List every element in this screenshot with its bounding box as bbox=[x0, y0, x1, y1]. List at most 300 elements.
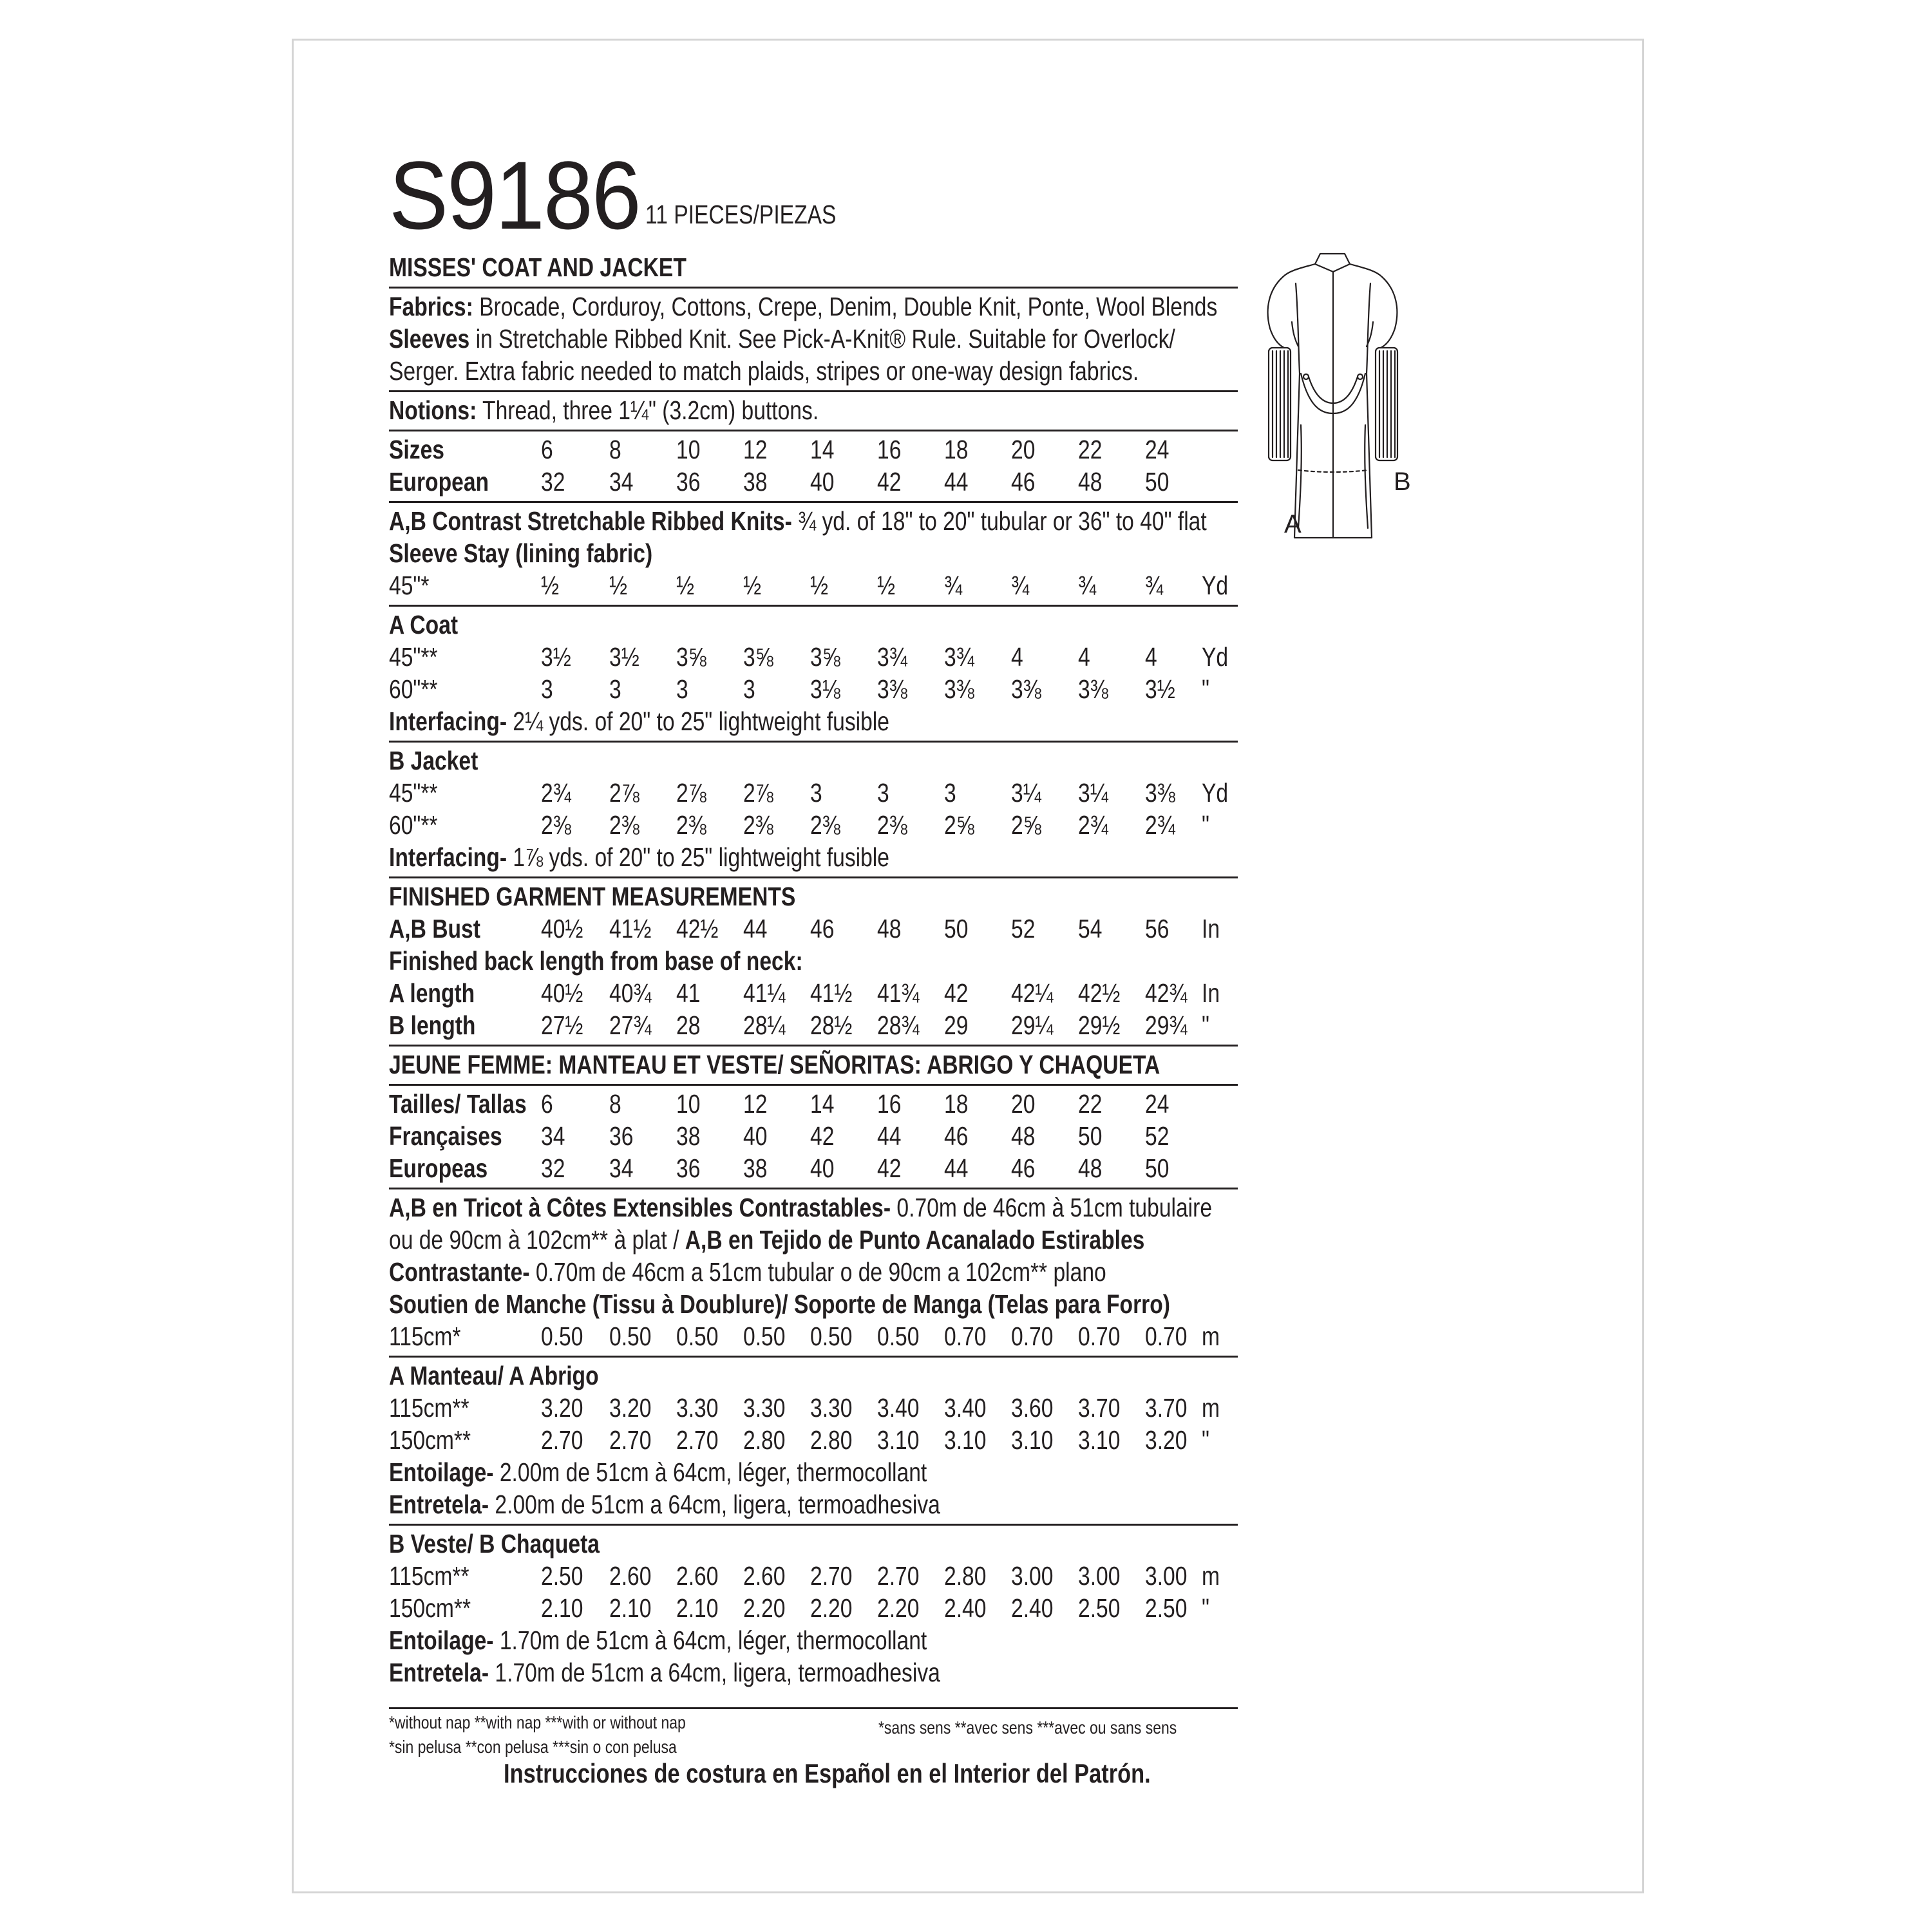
size-cell: 42 bbox=[810, 1121, 835, 1151]
value-cell: 2.10 bbox=[676, 1593, 719, 1623]
size-cell: 12 bbox=[743, 1089, 768, 1119]
value-cell: 0.70 bbox=[1011, 1321, 1054, 1351]
manteau-115 bbox=[389, 1392, 1239, 1424]
size-cell: 14 bbox=[810, 1089, 835, 1119]
size-cell: 34 bbox=[609, 467, 634, 497]
value-cell: 3⅜ bbox=[1011, 674, 1041, 704]
rule-line bbox=[389, 1356, 1238, 1358]
footnote-text: *without nap **with nap ***with or without nap bbox=[389, 1712, 686, 1732]
value-cell: 2.70 bbox=[810, 1561, 853, 1591]
text-part: 1.70m de 51cm à 64cm, léger, thermocollant bbox=[493, 1625, 927, 1655]
size-cell: 38 bbox=[676, 1121, 701, 1151]
veste-entretela bbox=[389, 1656, 1239, 1689]
value-cell: 42 bbox=[944, 978, 969, 1008]
value-cell: 2⅞ bbox=[609, 778, 639, 808]
text-part: ou de 90cm à 102cm** à plat / bbox=[389, 1225, 685, 1255]
size-cell: 36 bbox=[676, 1153, 701, 1183]
size-cell: 10 bbox=[676, 435, 701, 464]
value-cell: 28½ bbox=[810, 1010, 853, 1040]
tricot-line-2 bbox=[389, 1224, 1239, 1256]
value-cell: 3⅝ bbox=[810, 642, 840, 672]
coat-45 bbox=[389, 641, 1239, 673]
notions-text bbox=[389, 394, 819, 426]
rule-line bbox=[389, 1045, 1238, 1046]
rule-line bbox=[389, 1084, 1238, 1086]
garment-back-sketch bbox=[1256, 245, 1410, 547]
size-cell: 42 bbox=[877, 467, 902, 497]
bust-row bbox=[389, 913, 1239, 945]
row-label: A,B Bust bbox=[389, 914, 480, 943]
manteau-heading bbox=[389, 1359, 1239, 1392]
value-cell: 3.20 bbox=[541, 1393, 583, 1423]
row-label: 45"** bbox=[389, 642, 438, 672]
value-cell: 0.50 bbox=[609, 1321, 652, 1351]
notions-row bbox=[389, 394, 1239, 426]
section-label: Soutien de Manche (Tissu à Doublure)/ Soporte de Manga (Telas para Forro) bbox=[389, 1289, 1170, 1319]
value-cell: 3⅜ bbox=[1078, 674, 1108, 704]
piece-count: 11 PIECES/PIEZAS bbox=[645, 200, 837, 229]
value-cell: 0.50 bbox=[743, 1321, 786, 1351]
value-cell: 3.00 bbox=[1145, 1561, 1188, 1591]
row-label: 150cm** bbox=[389, 1593, 471, 1623]
size-cell: 20 bbox=[1011, 1089, 1036, 1119]
text-part: Entoilage- bbox=[389, 1457, 494, 1487]
value-cell: 2⅜ bbox=[676, 810, 706, 840]
rule-line bbox=[389, 1188, 1238, 1189]
value-cell: 3.20 bbox=[609, 1393, 652, 1423]
value-cell: 3⅛ bbox=[810, 674, 840, 704]
value-cell: 27¾ bbox=[609, 1010, 652, 1040]
unit-cell: Yd bbox=[1202, 778, 1229, 808]
size-cell: 44 bbox=[944, 1153, 969, 1183]
value-cell: 2.10 bbox=[609, 1593, 652, 1623]
value-cell: 41¼ bbox=[743, 978, 786, 1008]
value-cell: 28¼ bbox=[743, 1010, 786, 1040]
text-part: Entoilage- bbox=[389, 1625, 494, 1655]
text-part: Interfacing- bbox=[389, 842, 507, 872]
size-cell: 50 bbox=[1145, 467, 1170, 497]
value-cell: 2.50 bbox=[1145, 1593, 1188, 1623]
row-label: 45"** bbox=[389, 778, 438, 808]
value-cell: 2⅝ bbox=[1011, 810, 1041, 840]
section-label: Sleeve Stay (lining fabric) bbox=[389, 538, 653, 568]
unit-cell: m bbox=[1202, 1561, 1220, 1591]
footnote-text: *sans sens **avec sens ***avec ou sans sens bbox=[878, 1718, 1177, 1738]
value-cell: 41 bbox=[676, 978, 701, 1008]
rule-line bbox=[389, 430, 1238, 431]
unit-cell: " bbox=[1202, 674, 1209, 704]
size-cell: 6 bbox=[541, 435, 553, 464]
value-cell: 3.10 bbox=[944, 1425, 987, 1455]
size-cell: 40 bbox=[810, 1153, 835, 1183]
value-cell: 29½ bbox=[1078, 1010, 1121, 1040]
value-cell: ½ bbox=[810, 571, 829, 600]
size-cell: 32 bbox=[541, 1153, 565, 1183]
value-cell: 3 bbox=[609, 674, 621, 704]
rule-line bbox=[389, 1707, 1238, 1709]
value-cell: 3.70 bbox=[1145, 1393, 1188, 1423]
size-cell: 22 bbox=[1078, 1089, 1103, 1119]
francaises-row bbox=[389, 1120, 1239, 1152]
value-cell: 3⅝ bbox=[676, 642, 706, 672]
size-cell: 18 bbox=[944, 1089, 969, 1119]
value-cell: 2.40 bbox=[1011, 1593, 1054, 1623]
tricot-text bbox=[389, 1191, 1212, 1224]
value-cell: 40¾ bbox=[609, 978, 652, 1008]
value-cell: 3.10 bbox=[1011, 1425, 1054, 1455]
text-part: 1.70m de 51cm a 64cm, ligera, termoadhesiva bbox=[489, 1658, 940, 1687]
value-cell: 2.50 bbox=[541, 1561, 583, 1591]
value-cell: 2¾ bbox=[541, 778, 571, 808]
value-cell: 27½ bbox=[541, 1010, 583, 1040]
value-cell: 29 bbox=[944, 1010, 969, 1040]
unit-cell: " bbox=[1202, 1010, 1209, 1040]
size-cell: 46 bbox=[1011, 467, 1036, 497]
jacket-heading bbox=[389, 744, 1239, 777]
size-cell: 48 bbox=[1078, 1153, 1103, 1183]
tricot-line-3 bbox=[389, 1256, 1239, 1288]
value-cell: 42¾ bbox=[1145, 978, 1188, 1008]
interfacing-text bbox=[389, 841, 889, 873]
veste-heading bbox=[389, 1528, 1239, 1560]
title-row bbox=[389, 251, 1239, 283]
size-cell: 8 bbox=[609, 435, 621, 464]
section-label: FINISHED GARMENT MEASUREMENTS bbox=[389, 882, 796, 911]
row-label: A length bbox=[389, 978, 475, 1008]
value-cell: 0.70 bbox=[1078, 1321, 1121, 1351]
size-cell: 16 bbox=[877, 435, 902, 464]
value-cell: 2¾ bbox=[1145, 810, 1175, 840]
footnote-row-1 bbox=[389, 1711, 1239, 1736]
size-cell: 6 bbox=[541, 1089, 553, 1119]
unit-cell: " bbox=[1202, 1593, 1209, 1623]
size-cell: 44 bbox=[944, 467, 969, 497]
yardage-chart bbox=[389, 251, 1239, 1760]
value-cell: 3.00 bbox=[1078, 1561, 1121, 1591]
value-cell: 3.70 bbox=[1078, 1393, 1121, 1423]
contrast-row bbox=[389, 505, 1239, 537]
view-label-a: A bbox=[1284, 510, 1302, 538]
tricot-text bbox=[389, 1224, 1144, 1256]
row-label: B length bbox=[389, 1010, 476, 1040]
rule-line bbox=[389, 1524, 1238, 1526]
size-cell: 52 bbox=[1145, 1121, 1170, 1151]
value-cell: 3¾ bbox=[944, 642, 974, 672]
rule-line bbox=[389, 390, 1238, 392]
size-cell: 20 bbox=[1011, 435, 1036, 464]
value-cell: 29¼ bbox=[1011, 1010, 1054, 1040]
text-part: ¾ yd. of 18" to 20" tubular or 36" to 40" flat bbox=[791, 506, 1207, 536]
text-part: 2¼ yds. of 20" to 25" lightweight fusible bbox=[507, 706, 889, 736]
value-cell: 2⅜ bbox=[810, 810, 840, 840]
value-cell: 2⅜ bbox=[877, 810, 907, 840]
finished-heading bbox=[389, 880, 1239, 913]
rule-line bbox=[389, 501, 1238, 503]
value-cell: 3⅜ bbox=[1145, 778, 1175, 808]
size-cell: 40 bbox=[810, 467, 835, 497]
value-cell: 2.80 bbox=[810, 1425, 853, 1455]
value-cell: 3.60 bbox=[1011, 1393, 1054, 1423]
sizes-row bbox=[389, 433, 1239, 466]
row-label: 150cm** bbox=[389, 1425, 471, 1455]
size-cell: 44 bbox=[877, 1121, 902, 1151]
value-cell: 46 bbox=[810, 914, 835, 943]
footnote-row-2 bbox=[389, 1736, 1239, 1760]
value-cell: 2.50 bbox=[1078, 1593, 1121, 1623]
value-cell: 2.10 bbox=[541, 1593, 583, 1623]
jacket-interfacing bbox=[389, 841, 1239, 873]
value-cell: 3¼ bbox=[1011, 778, 1041, 808]
value-cell: 41¾ bbox=[877, 978, 920, 1008]
veste-115 bbox=[389, 1560, 1239, 1592]
value-cell: 41½ bbox=[810, 978, 853, 1008]
unit-cell: In bbox=[1202, 978, 1220, 1008]
a-length-row bbox=[389, 977, 1239, 1009]
value-cell: 54 bbox=[1078, 914, 1103, 943]
sleeve-stay-row bbox=[389, 537, 1239, 569]
size-cell: 12 bbox=[743, 435, 768, 464]
size-cell: 46 bbox=[944, 1121, 969, 1151]
value-cell: 2⅜ bbox=[541, 810, 571, 840]
value-cell: 50 bbox=[944, 914, 969, 943]
veste-150 bbox=[389, 1592, 1239, 1624]
text-part: Thread, three 1¼" (3.2cm) buttons. bbox=[477, 395, 819, 425]
value-cell: 28 bbox=[676, 1010, 701, 1040]
size-cell: 32 bbox=[541, 467, 565, 497]
row-label: Tailles/ Tallas bbox=[389, 1089, 527, 1119]
size-cell: 50 bbox=[1145, 1153, 1170, 1183]
value-cell: 2⅜ bbox=[743, 810, 773, 840]
value-cell: 4 bbox=[1145, 642, 1157, 672]
manteau-150 bbox=[389, 1424, 1239, 1456]
text-part: Contrastante- bbox=[389, 1257, 530, 1287]
value-cell: ¾ bbox=[1011, 571, 1030, 600]
fabrics-text bbox=[389, 323, 1175, 355]
pattern-number: S9186 bbox=[389, 141, 640, 249]
value-cell: ½ bbox=[609, 571, 628, 600]
row-label: Françaises bbox=[389, 1121, 502, 1151]
value-cell: 2⅝ bbox=[944, 810, 974, 840]
unit-cell: m bbox=[1202, 1321, 1220, 1351]
rule-line bbox=[389, 287, 1238, 289]
value-cell: 3 bbox=[676, 674, 688, 704]
value-cell: 2.60 bbox=[609, 1561, 652, 1591]
text-part: Entretela- bbox=[389, 1658, 489, 1687]
text-part: 2.00m de 51cm à 64cm, léger, thermocollant bbox=[493, 1457, 927, 1487]
row-label: 115cm** bbox=[389, 1393, 469, 1423]
value-cell: ½ bbox=[676, 571, 695, 600]
pattern-title: MISSES' COAT AND JACKET bbox=[389, 252, 687, 282]
value-cell: 41½ bbox=[609, 914, 652, 943]
value-cell: ½ bbox=[743, 571, 762, 600]
text-part: A,B Contrast Stretchable Ribbed Knits- bbox=[389, 506, 792, 536]
sleeve-stay-115 bbox=[389, 1320, 1239, 1352]
value-cell: 42¼ bbox=[1011, 978, 1054, 1008]
value-cell: 3.20 bbox=[1145, 1425, 1188, 1455]
row-label: 60"** bbox=[389, 810, 438, 840]
footnote-text: *sin pelusa **con pelusa ***sin o con pelusa bbox=[389, 1737, 677, 1757]
tailles-row bbox=[389, 1088, 1239, 1120]
interfacing-text bbox=[389, 1624, 927, 1656]
jacket-45 bbox=[389, 777, 1239, 809]
size-cell: 18 bbox=[944, 435, 969, 464]
left-puff-sleeve bbox=[1268, 264, 1315, 348]
size-cell: 36 bbox=[676, 467, 701, 497]
text-part: in Stretchable Ribbed Knit. See Pick-A-Knit® Rule. Suitable for Overlock/ bbox=[469, 324, 1175, 354]
value-cell: 3 bbox=[810, 778, 822, 808]
unit-cell: Yd bbox=[1202, 642, 1229, 672]
value-cell: 2¾ bbox=[1078, 810, 1108, 840]
size-cell: 8 bbox=[609, 1089, 621, 1119]
section-label: B Veste/ B Chaqueta bbox=[389, 1529, 600, 1558]
size-cell: 36 bbox=[609, 1121, 634, 1151]
size-cell: 24 bbox=[1145, 435, 1170, 464]
unit-cell: " bbox=[1202, 1425, 1209, 1455]
tricot-text bbox=[389, 1256, 1106, 1288]
value-cell: 0.50 bbox=[541, 1321, 583, 1351]
value-cell: 40½ bbox=[541, 914, 583, 943]
value-cell: 2.70 bbox=[541, 1425, 583, 1455]
manteau-entoilage bbox=[389, 1456, 1239, 1488]
fabrics-text bbox=[389, 290, 1217, 323]
tricot-line-4 bbox=[389, 1288, 1239, 1320]
value-cell: 2.60 bbox=[676, 1561, 719, 1591]
size-cell: 38 bbox=[743, 1153, 768, 1183]
fabrics-line-1 bbox=[389, 290, 1239, 323]
section-label: JEUNE FEMME: MANTEAU ET VESTE/ SEÑORITAS: ABRIGO Y CHAQUETA bbox=[389, 1050, 1160, 1079]
value-cell: 4 bbox=[1011, 642, 1023, 672]
value-cell: 3½ bbox=[609, 642, 639, 672]
value-cell: 3 bbox=[743, 674, 755, 704]
sleeve-stay-45 bbox=[389, 569, 1239, 601]
value-cell: 42½ bbox=[1078, 978, 1121, 1008]
value-cell: 2.70 bbox=[609, 1425, 652, 1455]
value-cell: 3.40 bbox=[877, 1393, 920, 1423]
size-cell: 10 bbox=[676, 1089, 701, 1119]
size-cell: 50 bbox=[1078, 1121, 1103, 1151]
value-cell: 2.80 bbox=[743, 1425, 786, 1455]
size-cell: 16 bbox=[877, 1089, 902, 1119]
text-part: Brocade, Corduroy, Cottons, Crepe, Denim, Double Knit, Ponte, Wool Blends bbox=[473, 292, 1218, 321]
value-cell: ¾ bbox=[1145, 571, 1164, 600]
row-label: 115cm* bbox=[389, 1321, 461, 1351]
size-cell: 38 bbox=[743, 467, 768, 497]
collar-shape bbox=[1315, 254, 1350, 272]
coat-interfacing bbox=[389, 705, 1239, 737]
text-part: 1⅞ yds. of 20" to 25" lightweight fusible bbox=[507, 842, 889, 872]
size-cell: 48 bbox=[1078, 467, 1103, 497]
size-cell: 40 bbox=[743, 1121, 768, 1151]
size-cell: 14 bbox=[810, 435, 835, 464]
value-cell: ½ bbox=[877, 571, 896, 600]
value-cell: 3.00 bbox=[1011, 1561, 1054, 1591]
rule-line bbox=[389, 876, 1238, 878]
back-length-label bbox=[389, 945, 1239, 977]
contrast-text bbox=[389, 505, 1207, 537]
value-cell: 3.40 bbox=[944, 1393, 987, 1423]
value-cell: 2.40 bbox=[944, 1593, 987, 1623]
row-label: 115cm** bbox=[389, 1561, 469, 1591]
value-cell: 2⅜ bbox=[609, 810, 639, 840]
row-label: European bbox=[389, 467, 489, 497]
value-cell: 4 bbox=[1078, 642, 1090, 672]
size-cell: 24 bbox=[1145, 1089, 1170, 1119]
value-cell: 2⅞ bbox=[743, 778, 773, 808]
value-cell: 3⅝ bbox=[743, 642, 773, 672]
value-cell: 52 bbox=[1011, 914, 1036, 943]
value-cell: 3.10 bbox=[877, 1425, 920, 1455]
value-cell: 0.70 bbox=[1145, 1321, 1188, 1351]
value-cell: 28¾ bbox=[877, 1010, 920, 1040]
text-part: Notions: bbox=[389, 395, 477, 425]
size-cell: 46 bbox=[1011, 1153, 1036, 1183]
fabrics-line-3 bbox=[389, 355, 1239, 387]
european-row bbox=[389, 466, 1239, 498]
value-cell: 3⅜ bbox=[944, 674, 974, 704]
coat-heading bbox=[389, 609, 1239, 641]
row-label: Europeas bbox=[389, 1153, 488, 1183]
text-part: A,B en Tejido de Punto Acanalado Estirables bbox=[685, 1225, 1145, 1255]
text-part: Sleeves bbox=[389, 324, 470, 354]
rule-line bbox=[389, 605, 1238, 607]
interfacing-text bbox=[389, 1488, 940, 1520]
text-part: 2.00m de 51cm a 64cm, ligera, termoadhesiva bbox=[489, 1490, 940, 1519]
value-cell: 3 bbox=[541, 674, 553, 704]
value-cell: 3 bbox=[944, 778, 956, 808]
interfacing-text bbox=[389, 1656, 940, 1689]
section-label: Finished back length from base of neck: bbox=[389, 946, 803, 976]
value-cell: 0.50 bbox=[877, 1321, 920, 1351]
value-cell: 29¾ bbox=[1145, 1010, 1188, 1040]
interfacing-text bbox=[389, 705, 889, 737]
spanish-instructions-note: Instrucciones de costura en Español en el Interior del Patrón. bbox=[504, 1758, 1151, 1788]
text-part: A,B en Tricot à Côtes Extensibles Contrastables- bbox=[389, 1193, 891, 1222]
value-cell: 3¾ bbox=[877, 642, 907, 672]
value-cell: 3½ bbox=[1145, 674, 1175, 704]
value-cell: 2.70 bbox=[877, 1561, 920, 1591]
fabrics-line-2 bbox=[389, 323, 1239, 355]
fabrics-text: Serger. Extra fabric needed to match plaids, stripes or one-way design fabrics. bbox=[389, 356, 1139, 386]
section-label: A Coat bbox=[389, 610, 459, 639]
row-label: 45"* bbox=[389, 571, 430, 600]
value-cell: ¾ bbox=[1078, 571, 1097, 600]
value-cell: 0.50 bbox=[676, 1321, 719, 1351]
unit-cell: Yd bbox=[1202, 571, 1229, 600]
value-cell: 44 bbox=[743, 914, 768, 943]
text-part: Interfacing- bbox=[389, 706, 507, 736]
size-cell: 34 bbox=[541, 1121, 565, 1151]
value-cell: ¾ bbox=[944, 571, 963, 600]
value-cell: 0.70 bbox=[944, 1321, 987, 1351]
value-cell: 3⅜ bbox=[877, 674, 907, 704]
value-cell: 2.80 bbox=[944, 1561, 987, 1591]
value-cell: 40½ bbox=[541, 978, 583, 1008]
size-cell: 42 bbox=[877, 1153, 902, 1183]
spacer bbox=[389, 1689, 1239, 1704]
section-label: B Jacket bbox=[389, 746, 478, 775]
section-label: A Manteau/ A Abrigo bbox=[389, 1361, 599, 1390]
veste-entoilage bbox=[389, 1624, 1239, 1656]
text-part: 0.70m de 46cm a 51cm tubular o de 90cm a 102cm** plano bbox=[529, 1257, 1106, 1287]
row-label: Sizes bbox=[389, 435, 444, 464]
row-label: 60"** bbox=[389, 674, 438, 704]
value-cell: 0.50 bbox=[810, 1321, 853, 1351]
value-cell: 2.20 bbox=[810, 1593, 853, 1623]
value-cell: 2⅞ bbox=[676, 778, 706, 808]
value-cell: 3½ bbox=[541, 642, 571, 672]
coat-60 bbox=[389, 673, 1239, 705]
europeas-row bbox=[389, 1152, 1239, 1184]
